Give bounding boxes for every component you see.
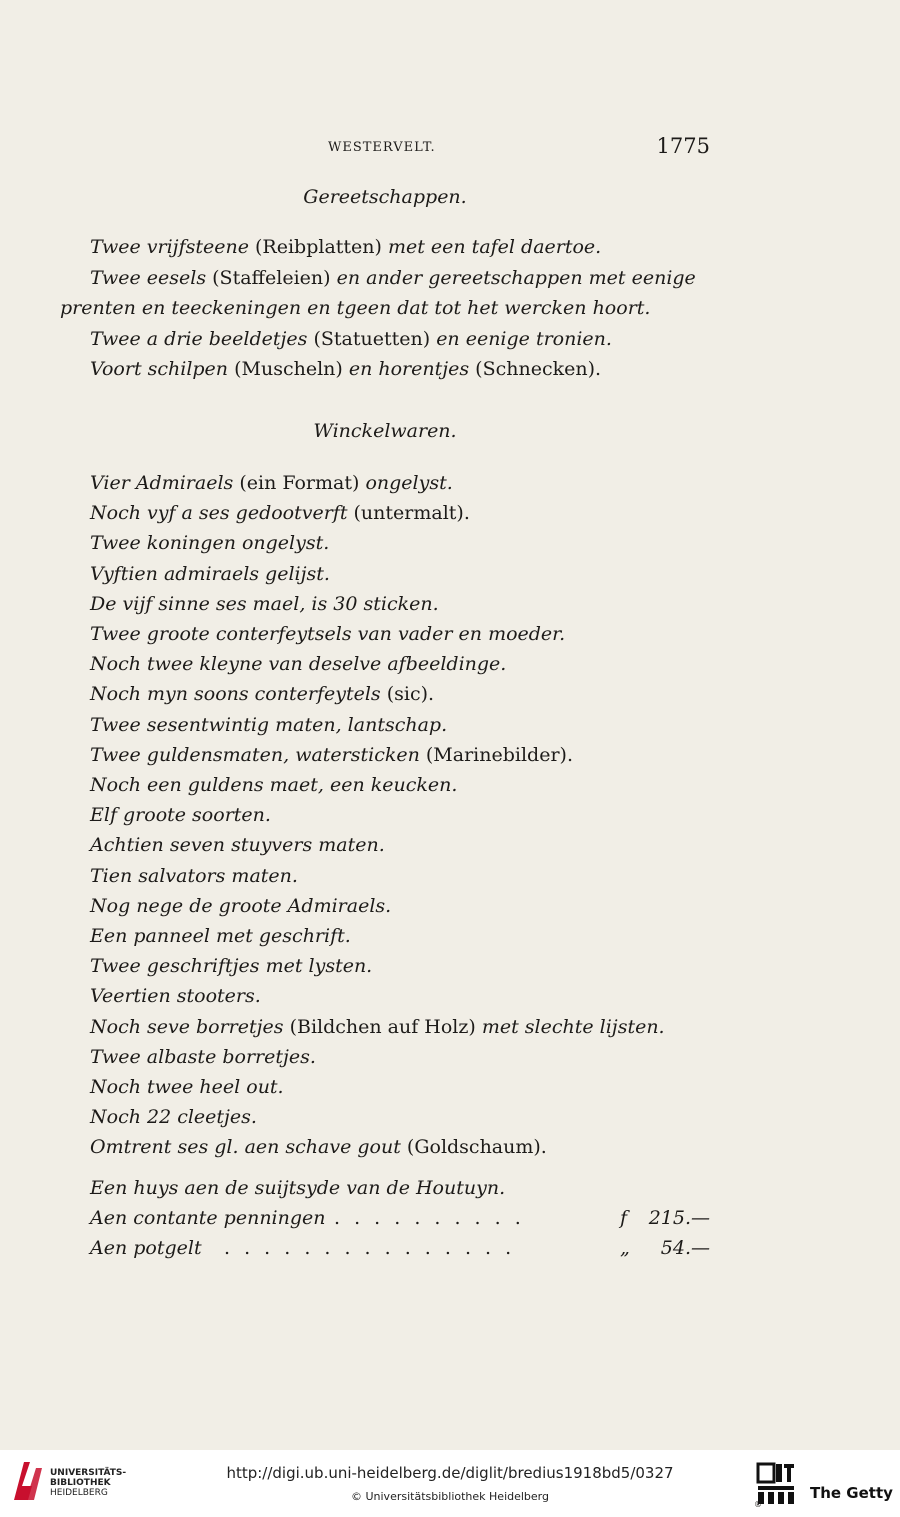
text-run: Nog nege de groote Admiraels.	[90, 894, 392, 917]
text-run: De vijf sinne ses mael, is 30 sticken.	[90, 592, 439, 615]
text-line	[90, 328, 612, 350]
currency-mark: f	[620, 1207, 628, 1229]
text-run: Twee geschriftjes met lysten.	[90, 955, 373, 978]
text-line	[90, 865, 298, 887]
text-run: met slechte lijsten.	[481, 1015, 665, 1038]
text-run: Achtien seven stuyvers maten.	[90, 834, 385, 857]
text-run: Noch myn soons conterfeytels	[90, 683, 381, 706]
text-run: Voort schilpen	[90, 358, 229, 380]
text-line	[90, 1046, 316, 1068]
library-name	[50, 1468, 126, 1498]
entry-label: Aen potgelt	[90, 1237, 202, 1259]
text-line	[60, 297, 650, 319]
entry-row-potgelt	[90, 1237, 710, 1263]
text-line	[90, 834, 385, 856]
text-line	[90, 714, 447, 736]
entry-row-contante	[90, 1207, 710, 1233]
text-run: Twee vrijfsteene	[90, 236, 249, 258]
text-run: Een panneel met geschrift.	[90, 925, 351, 947]
library-line2: BIBLIOTHEK	[50, 1478, 111, 1488]
text-run: (Reibplatten)	[248, 236, 388, 258]
text-line	[90, 744, 573, 766]
copyright-notice: © Universitätsbibliothek Heidelberg	[350, 1490, 549, 1503]
text-line	[90, 804, 271, 826]
text-run: Twee a drie beeldetjes	[90, 327, 308, 350]
library-line3: HEIDELBERG	[50, 1488, 108, 1498]
leader-dots: . . . . . . . . . .	[334, 1207, 525, 1229]
text-run: (Bildchen auf Holz)	[283, 1015, 482, 1038]
text-run: Veertien stooters.	[90, 985, 261, 1008]
text-line	[90, 236, 601, 258]
text-run: Vyftien admiraels gelijst.	[90, 562, 330, 585]
text-line	[90, 683, 434, 705]
text-run: prenten en teeckeningen en tgeen dat tot het wercken hoort.	[60, 297, 651, 319]
text-line	[90, 653, 506, 675]
text-line	[90, 593, 439, 615]
text-run: Tien salvators maten.	[90, 864, 298, 887]
text-line	[90, 925, 351, 947]
text-line	[90, 955, 372, 977]
text-line	[90, 1016, 665, 1038]
entry-amount: 215.—	[648, 1207, 710, 1229]
running-head: WESTERVELT.	[328, 140, 436, 155]
text-run: (sic).	[380, 683, 435, 706]
text-run: ongelyst.	[365, 472, 453, 494]
text-line	[90, 358, 601, 380]
getty-logo-icon	[756, 1462, 796, 1506]
page-number: 1775	[656, 134, 710, 158]
text-line	[90, 563, 330, 585]
page-header	[60, 134, 710, 164]
text-line	[90, 532, 329, 554]
text-run: Noch seve borretjes	[90, 1015, 284, 1038]
text-run: Noch 22 cleetjes.	[90, 1106, 257, 1129]
text-run: Twee sesentwintig maten, lantschap.	[90, 713, 448, 736]
registered-mark: ®	[754, 1500, 762, 1509]
section-heading-winckelwaren: Winckelwaren.	[313, 420, 457, 442]
text-line	[90, 502, 470, 524]
text-run: (Muscheln)	[228, 358, 349, 380]
text-line	[90, 774, 457, 796]
text-run: en horentjes	[348, 358, 470, 380]
text-line	[90, 472, 453, 494]
text-line	[90, 623, 565, 645]
digital-library-link[interactable]: http://digi.ub.uni-heidelberg.de/diglit/bredius1918bd5/0327	[226, 1464, 674, 1482]
text-run: Noch twee heel out.	[90, 1076, 284, 1098]
text-run: (untermalt).	[347, 502, 470, 525]
text-run: Twee groote conterfeytsels van vader en moeder.	[90, 623, 566, 645]
text-run: Twee albaste borretjes.	[90, 1045, 316, 1068]
library-line1: UNIVERSITÄTS-	[50, 1468, 127, 1478]
text-line	[90, 1076, 284, 1098]
text-run: (Goldschaum).	[400, 1136, 547, 1159]
text-run: met een tafel daertoe.	[387, 236, 602, 258]
text-run: Vier Admiraels	[90, 472, 234, 494]
entry-label: Aen contante penningen	[90, 1207, 326, 1229]
ditto-mark: „	[620, 1237, 630, 1259]
text-run: en ander gereetschappen met eenige	[336, 266, 696, 289]
text-run: (Staffeleien)	[206, 266, 337, 289]
text-run: Noch vyf a ses gedootverft	[90, 502, 348, 525]
text-run: Noch een guldens maet, een keucken.	[90, 774, 458, 796]
text-line	[90, 895, 391, 917]
text-run: Twee eesels	[90, 266, 207, 289]
leader-dots: . . . . . . . . . . . . . . .	[224, 1237, 516, 1259]
entry-amount: 54.—	[660, 1237, 710, 1259]
text-run: (ein Format)	[233, 472, 366, 494]
text-line	[90, 1106, 257, 1128]
section-heading-gereetschappen: Gereetschappen.	[303, 186, 467, 208]
house-line: Een huys aen de suijtsyde van de Houtuyn.	[90, 1177, 506, 1199]
text-run: Twee koningen ongelyst.	[90, 532, 330, 555]
getty-name: The Getty	[810, 1484, 893, 1502]
text-run: Noch twee kleyne van deselve afbeeldinge.	[90, 653, 507, 676]
text-line	[90, 985, 261, 1007]
text-line	[90, 267, 696, 289]
text-run: (Schnecken).	[469, 358, 602, 380]
text-run: Elf groote soorten.	[90, 804, 271, 827]
footer-bar	[0, 1450, 900, 1517]
text-run: Omtrent ses gl. aen schave gout	[90, 1136, 401, 1159]
text-run: (Marinebilder).	[419, 743, 573, 766]
text-line	[90, 1136, 547, 1158]
text-run: (Statuetten)	[307, 327, 437, 350]
text-run: en eenige tronien.	[436, 327, 612, 350]
text-run: Twee guldensmaten, watersticken	[90, 743, 420, 766]
ub-heidelberg-logo-icon	[8, 1456, 46, 1506]
